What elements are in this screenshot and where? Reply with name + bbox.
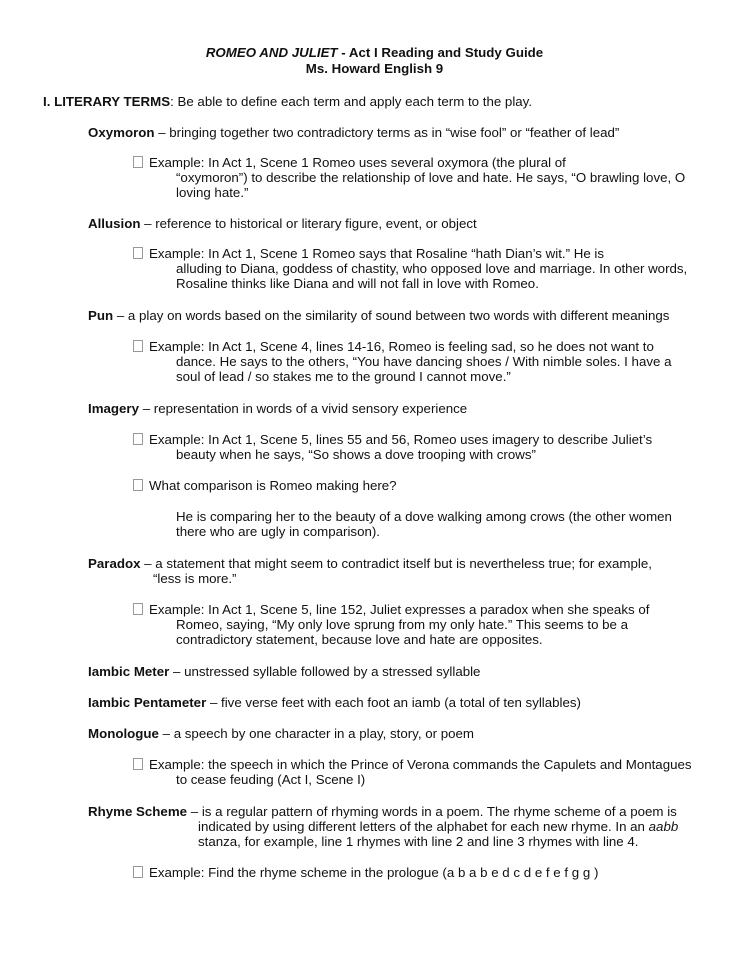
example-line: contradictory statement, because love and hate are opposites. — [176, 632, 543, 647]
term-oxymoron: Oxymoron – bringing together two contradictory terms as in “wise fool” or “feather of lead” — [88, 125, 620, 140]
checkbox-icon — [133, 866, 143, 878]
term-iambic-pentameter: Iambic Pentameter – five verse feet with each foot an iamb (a total of ten syllables) — [88, 695, 581, 710]
checkbox-icon — [133, 479, 143, 491]
section-heading: I. LITERARY TERMS: Be able to define each term and apply each term to the play. — [43, 94, 533, 109]
example-line: soul of lead / so stakes me to the ground I cannot move.” — [176, 369, 511, 384]
checkbox-icon — [133, 247, 143, 259]
doc-title: ROMEO AND JULIET - Act I Reading and Study Guide — [205, 45, 544, 60]
example-line: Rosaline thinks like Diana and will not fall in love with Romeo. — [176, 276, 539, 291]
term-pun: Pun – a play on words based on the similarity of sound between two words with different meanings — [88, 308, 670, 323]
definition-line: “less is more.” — [153, 571, 237, 586]
checkbox-icon — [133, 603, 143, 615]
term-monologue: Monologue – a speech by one character in a play, story, or poem — [88, 726, 475, 741]
term-imagery: Imagery – representation in words of a vivid sensory experience — [88, 401, 468, 416]
checkbox-icon — [133, 758, 143, 770]
checkbox-icon — [133, 156, 143, 168]
example-oxymoron: Example: In Act 1, Scene 1 Romeo uses several oxymora (the plural of — [133, 155, 566, 171]
example-pun: Example: In Act 1, Scene 4, lines 14-16, Romeo is feeling sad, so he does not want to — [133, 339, 654, 355]
example-paradox: Example: In Act 1, Scene 5, line 152, Juliet expresses a paradox when she speaks of — [133, 602, 649, 618]
doc-subtitle: Ms. Howard English 9 — [305, 61, 444, 76]
example-monologue: Example: the speech in which the Prince of Verona commands the Capulets and Montagues — [133, 757, 692, 773]
example-line: dance. He says to the others, “You have dancing shoes / With nimble soles. I have a — [176, 354, 672, 369]
example-line: to cease feuding (Act I, Scene I) — [176, 772, 366, 787]
example-line: alluding to Diana, goddess of chastity, who opposed love and marriage. In other words, — [176, 261, 688, 276]
answer-line: He is comparing her to the beauty of a dove walking among crows (the other women — [176, 509, 672, 524]
example-line: Romeo, saying, “My only love sprung from my only hate.” This seems to be a — [176, 617, 629, 632]
term-paradox: Paradox – a statement that might seem to contradict itself but is nevertheless true; for example, — [88, 556, 652, 571]
definition-line: indicated by using different letters of the alphabet for each new rhyme. In an aabb — [198, 819, 679, 834]
example-imagery: Example: In Act 1, Scene 5, lines 55 and 56, Romeo uses imagery to describe Juliet’s — [133, 432, 652, 448]
example-rhyme-scheme: Example: Find the rhyme scheme in the prologue (a b a b e d c d e f e f g g ) — [133, 865, 598, 881]
checkbox-icon — [133, 340, 143, 352]
checkbox-icon — [133, 433, 143, 445]
term-allusion: Allusion – reference to historical or literary figure, event, or object — [88, 216, 477, 231]
definition-line: stanza, for example, line 1 rhymes with line 2 and line 3 rhymes with line 4. — [198, 834, 639, 849]
example-line: loving hate.” — [176, 185, 249, 200]
example-line: beauty when he says, “So shows a dove trooping with crows” — [176, 447, 536, 462]
question-imagery: What comparison is Romeo making here? — [133, 478, 397, 494]
example-allusion: Example: In Act 1, Scene 1 Romeo says that Rosaline “hath Dian’s wit.” He is — [133, 246, 604, 262]
example-line: “oxymoron”) to describe the relationship of love and hate. He says, “O brawling love, O — [176, 170, 686, 185]
term-rhyme-scheme: Rhyme Scheme – is a regular pattern of rhyming words in a poem. The rhyme scheme of a poem is — [88, 804, 677, 819]
term-iambic-meter: Iambic Meter – unstressed syllable followed by a stressed syllable — [88, 664, 481, 679]
answer-line: there who are ugly in comparison). — [176, 524, 380, 539]
